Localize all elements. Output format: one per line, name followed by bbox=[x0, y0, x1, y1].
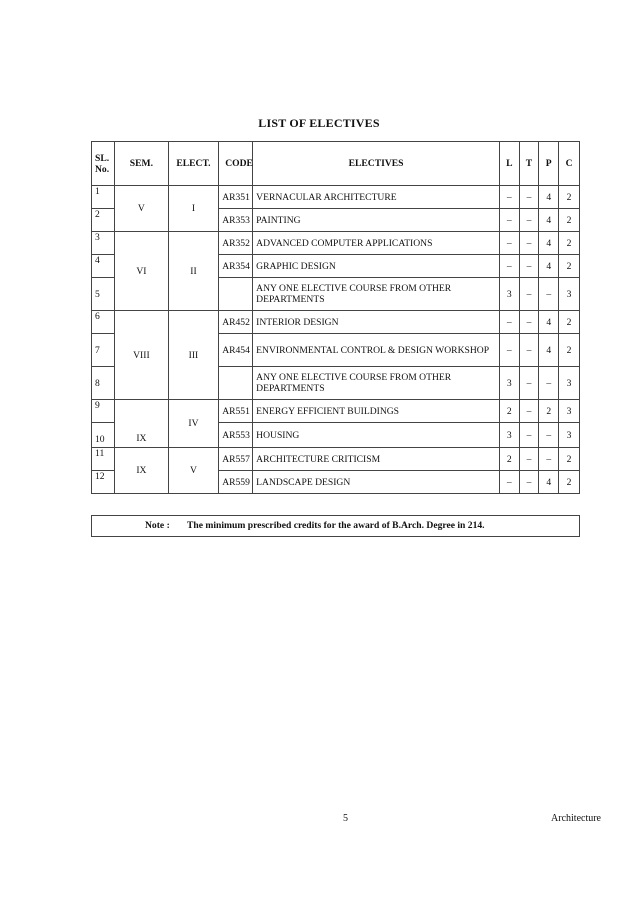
cell-p: – bbox=[539, 278, 559, 311]
cell-p: 4 bbox=[539, 311, 559, 334]
cell-t: – bbox=[519, 423, 539, 448]
cell-l: 3 bbox=[499, 423, 519, 448]
cell-sem: VIII bbox=[115, 311, 169, 400]
cell-l: 2 bbox=[499, 448, 519, 471]
cell-elective-name: ENVIRONMENTAL CONTROL & DESIGN WORKSHOP bbox=[253, 334, 500, 367]
table-row bbox=[92, 186, 580, 209]
cell-p: 4 bbox=[539, 209, 559, 232]
cell-t: – bbox=[519, 400, 539, 423]
cell-code: AR454 bbox=[219, 334, 253, 367]
page-number: 5 bbox=[343, 813, 348, 824]
cell-l: – bbox=[499, 311, 519, 334]
cell-p: 4 bbox=[539, 186, 559, 209]
cell-elective-name: ADVANCED COMPUTER APPLICATIONS bbox=[253, 232, 500, 255]
cell-l: – bbox=[499, 209, 519, 232]
cell-sl: 5 bbox=[92, 278, 115, 311]
header-l: L bbox=[499, 142, 519, 186]
cell-code: AR354 bbox=[219, 255, 253, 278]
cell-l: – bbox=[499, 255, 519, 278]
cell-t: – bbox=[519, 448, 539, 471]
cell-t: – bbox=[519, 311, 539, 334]
cell-t: – bbox=[519, 209, 539, 232]
cell-t: – bbox=[519, 232, 539, 255]
cell-p: 4 bbox=[539, 471, 559, 494]
cell-code: AR352 bbox=[219, 232, 253, 255]
cell-sl: 10 bbox=[92, 423, 115, 448]
cell-elect: I bbox=[168, 186, 218, 232]
cell-c: 2 bbox=[559, 448, 580, 471]
cell-t: – bbox=[519, 367, 539, 400]
cell-sl: 12 bbox=[92, 471, 115, 494]
cell-c: 2 bbox=[559, 255, 580, 278]
cell-c: 3 bbox=[559, 423, 580, 448]
cell-p: 4 bbox=[539, 232, 559, 255]
table-header-row bbox=[92, 142, 580, 186]
cell-code: AR553 bbox=[219, 423, 253, 448]
cell-c: 2 bbox=[559, 311, 580, 334]
cell-elective-name: GRAPHIC DESIGN bbox=[253, 255, 500, 278]
cell-elective-name: ANY ONE ELECTIVE COURSE FROM OTHER DEPARTMENTS bbox=[253, 278, 500, 311]
cell-elective-name: ENERGY EFFICIENT BUILDINGS bbox=[253, 400, 500, 423]
cell-t: – bbox=[519, 255, 539, 278]
cell-p: 2 bbox=[539, 400, 559, 423]
cell-code: AR559 bbox=[219, 471, 253, 494]
cell-code: AR351 bbox=[219, 186, 253, 209]
cell-sem: V bbox=[115, 186, 169, 232]
header-code: CODE bbox=[219, 142, 253, 186]
cell-l: 2 bbox=[499, 400, 519, 423]
cell-code bbox=[219, 278, 253, 311]
cell-c: 2 bbox=[559, 471, 580, 494]
table-row bbox=[92, 448, 580, 471]
header-p: P bbox=[539, 142, 559, 186]
cell-sl: 7 bbox=[92, 334, 115, 367]
cell-code: AR452 bbox=[219, 311, 253, 334]
cell-elective-name: ARCHITECTURE CRITICISM bbox=[253, 448, 500, 471]
cell-l: – bbox=[499, 232, 519, 255]
cell-sl: 9 bbox=[92, 400, 115, 423]
cell-code: AR551 bbox=[219, 400, 253, 423]
cell-elective-name: VERNACULAR ARCHITECTURE bbox=[253, 186, 500, 209]
cell-sl: 8 bbox=[92, 367, 115, 400]
cell-c: 2 bbox=[559, 186, 580, 209]
cell-sl: 1 bbox=[92, 186, 115, 209]
cell-c: 2 bbox=[559, 334, 580, 367]
cell-p: 4 bbox=[539, 334, 559, 367]
electives-table bbox=[91, 141, 580, 494]
cell-c: 3 bbox=[559, 400, 580, 423]
header-sem: SEM. bbox=[115, 142, 169, 186]
cell-sl: 11 bbox=[92, 448, 115, 471]
cell-t: – bbox=[519, 334, 539, 367]
cell-elective-name: ANY ONE ELECTIVE COURSE FROM OTHER DEPARTMENTS bbox=[253, 367, 500, 400]
cell-p: – bbox=[539, 448, 559, 471]
cell-elective-name: INTERIOR DESIGN bbox=[253, 311, 500, 334]
cell-l: – bbox=[499, 186, 519, 209]
cell-sl: 3 bbox=[92, 232, 115, 255]
cell-t: – bbox=[519, 186, 539, 209]
cell-sl: 4 bbox=[92, 255, 115, 278]
header-sl: SL. No. bbox=[92, 142, 115, 186]
cell-c: 2 bbox=[559, 232, 580, 255]
cell-sl: 6 bbox=[92, 311, 115, 334]
cell-l: 3 bbox=[499, 367, 519, 400]
cell-t: – bbox=[519, 471, 539, 494]
cell-l: 3 bbox=[499, 278, 519, 311]
cell-p: – bbox=[539, 367, 559, 400]
cell-c: 3 bbox=[559, 278, 580, 311]
cell-sem: IX bbox=[115, 448, 169, 494]
cell-code: AR557 bbox=[219, 448, 253, 471]
header-elect: ELECT. bbox=[168, 142, 218, 186]
cell-c: 2 bbox=[559, 209, 580, 232]
cell-elective-name: HOUSING bbox=[253, 423, 500, 448]
cell-code: AR353 bbox=[219, 209, 253, 232]
cell-elect: V bbox=[168, 448, 218, 494]
cell-l: – bbox=[499, 334, 519, 367]
header-t: T bbox=[519, 142, 539, 186]
header-electives: ELECTIVES bbox=[253, 142, 500, 186]
table-row bbox=[92, 311, 580, 334]
cell-sem: IX bbox=[115, 400, 169, 448]
cell-elect: IV bbox=[168, 400, 218, 448]
note-label: Note : bbox=[145, 520, 170, 531]
cell-c: 3 bbox=[559, 367, 580, 400]
cell-p: 4 bbox=[539, 255, 559, 278]
footer-section-name: Architecture bbox=[551, 813, 601, 824]
note-box bbox=[91, 515, 580, 537]
cell-sl: 2 bbox=[92, 209, 115, 232]
cell-elect: III bbox=[168, 311, 218, 400]
cell-code bbox=[219, 367, 253, 400]
note-text: The minimum prescribed credits for the award of B.Arch. Degree in 214. bbox=[187, 520, 485, 531]
cell-l: – bbox=[499, 471, 519, 494]
cell-elective-name: PAINTING bbox=[253, 209, 500, 232]
cell-t: – bbox=[519, 278, 539, 311]
cell-elective-name: LANDSCAPE DESIGN bbox=[253, 471, 500, 494]
cell-p: – bbox=[539, 423, 559, 448]
cell-sem: VI bbox=[115, 232, 169, 311]
cell-elect: II bbox=[168, 232, 218, 311]
page-title: LIST OF ELECTIVES bbox=[258, 116, 380, 130]
table-row bbox=[92, 400, 580, 423]
table-row bbox=[92, 232, 580, 255]
header-c: C bbox=[559, 142, 580, 186]
